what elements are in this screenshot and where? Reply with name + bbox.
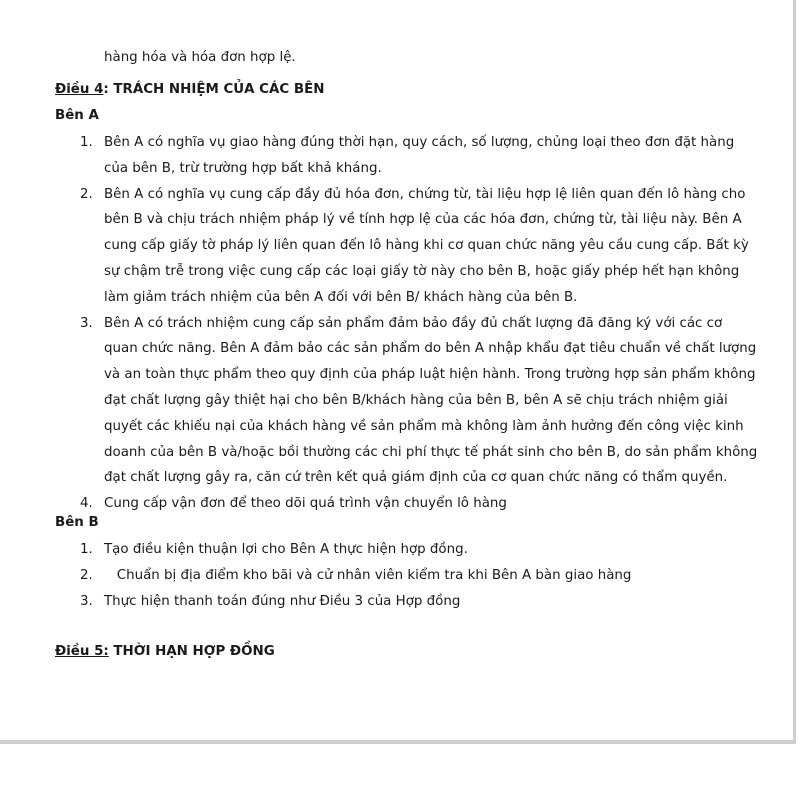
list-item — [0, 537, 760, 563]
list-item-text: Tạo điều kiện thuận lợi cho Bên A thực hiện hợp đồng. — [104, 542, 468, 557]
article-4-label: Điều 4 — [55, 82, 104, 97]
list-item-text: Bên A có trách nhiệm cung cấp sản phẩm đảm bảo đầy đủ chất lượng đã đăng ký với các cơ quan chức năng. Bên A đảm bảo các sản phẩm do bên A nhập khẩu đạt tiêu chuẩn về chất lượng và an toàn thực phẩm theo quy định của pháp luật hiện hành. Trong trường hợp sản phẩm không đạt chất lượng gây thiệt hại cho bên B/khách hàng của bên B, bên A sẽ chịu trách nhiệm giải quyết các khiếu nại của khách hàng về sản phẩm mà không làm ảnh hưởng đến công việc kinh doanh của bên B và/hoặc bồi thường các chi phí thực tế phát sinh cho bên B, do sản phẩm không đạt chất lượng gây ra, căn cứ trên kết quả giám định của cơ quan chức năng có thẩm quyền. — [104, 315, 758, 486]
list-item-text: Cung cấp vận đơn để theo dõi quá trình vận chuyển lô hàng — [104, 496, 507, 512]
list-item-number: 2. — [80, 567, 93, 583]
list-item-number: 4. — [80, 496, 93, 512]
party-a-list — [0, 130, 760, 517]
list-item-number: 1. — [80, 135, 93, 150]
list-item-text: Bên A có nghĩa vụ giao hàng đúng thời hạn, quy cách, số lượng, chủng loại theo đơn đặt hàng của bên B, trừ trường hợp bất khả kháng. — [104, 135, 735, 176]
list-item-text: Chuẩn bị địa điểm kho bãi và cử nhân viên kiểm tra khi Bên A bàn giao hàng — [104, 567, 632, 583]
list-item — [0, 563, 760, 589]
cut-off-text-line: hàng hóa và hóa đơn hợp lệ. — [104, 50, 296, 65]
list-item-number: 1. — [80, 542, 93, 557]
list-item — [0, 130, 760, 182]
list-item-number: 3. — [80, 593, 93, 609]
list-item — [0, 491, 760, 517]
party-b-title: Bên B — [55, 515, 99, 530]
party-a-title: Bên A — [55, 108, 99, 123]
list-item-number: 2. — [80, 186, 93, 202]
background-margin — [0, 744, 800, 800]
list-item-number: 3. — [80, 315, 93, 331]
article-5-heading — [55, 644, 275, 659]
list-item — [0, 311, 760, 492]
list-item — [0, 589, 760, 615]
list-item — [0, 182, 760, 311]
article-4-title: : TRÁCH NHIỆM CỦA CÁC BÊN — [103, 82, 325, 97]
article-4-heading — [55, 82, 324, 97]
list-item-text: Thực hiện thanh toán đúng như Điều 3 của Hợp đồng — [104, 593, 461, 609]
list-item-text: Bên A có nghĩa vụ cung cấp đầy đủ hóa đơn, chứng từ, tài liệu hợp lệ liên quan đến lô hàng cho bên B và chịu trách nhiệm pháp lý về tính hợp lệ của các hóa đơn, chứng từ, tài liệu này. Bên A cung cấp giấy tờ pháp lý liên quan đến lô hàng khi cơ quan chức năng yêu cầu cung cấp. Bất kỳ sự chậm trễ trong việc cung cấp các loại giấy tờ này cho bên B, hoặc giấy phép hết hạn không làm giảm trách nhiệm của bên A đối với bên B/ khách hàng của bên B. — [104, 186, 749, 305]
article-5-label: Điều 5: — [55, 644, 109, 659]
party-b-list — [0, 537, 760, 614]
article-5-title: THỜI HẠN HỢP ĐỒNG — [108, 644, 275, 659]
